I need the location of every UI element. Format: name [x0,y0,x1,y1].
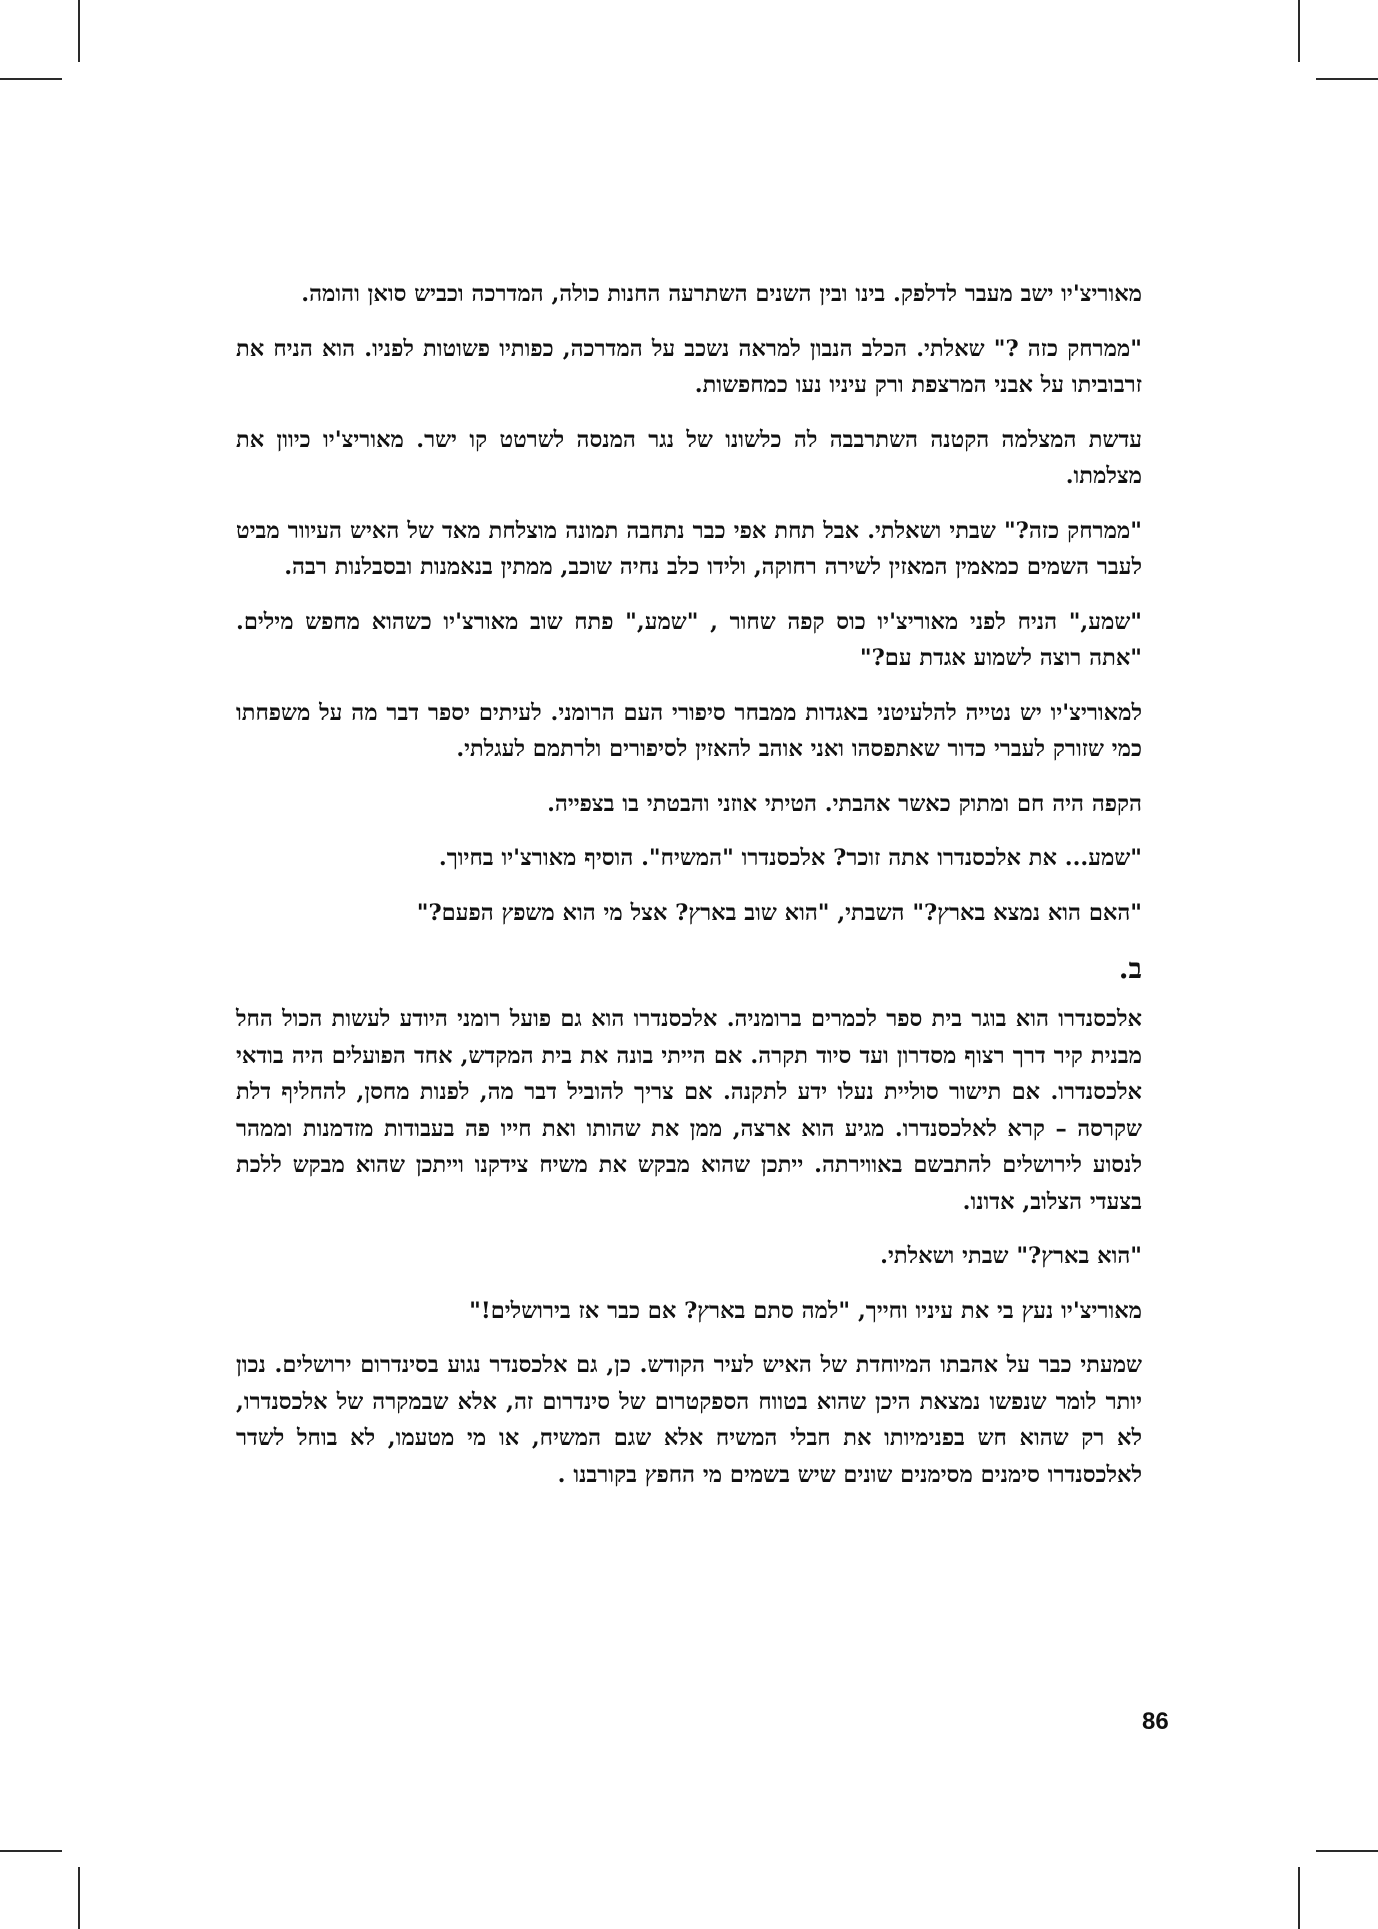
paragraph-4: "ממרחק כזה?" שבתי ושאלתי. אבל תחת אפי כבר נתחבה תמונה מוצלחת מאד של האיש העיוור מביט לעבר השמים כמאמין המאזין לשירה רחוקה, ולידו כלב נחיה שוכב, ממתין בנאמנות ובסבלנות רבה. [236,517,1142,580]
paragraph-6: למאוריצ'יו יש נטייה להלעיטני באגדות ממבחר סיפורי העם הרומני. לעיתים יספר דבר מה על משפחתו כמי שזורק לעברי כדור שאתפסהו ואני אוהב להאזין לסיפורים ולרתמם לעגלתי. [236,699,1142,762]
paragraph-11: "הוא בארץ?" שבתי ושאלתי. [880,1243,1142,1269]
paragraph-1: מאוריצ'יו ישב מעבר לדלפק. בינו ובין השנים השתרעה החנות כולה, המדרכה וכביש סואן והומה. [301,281,1142,307]
crop-mark-top-right-vertical [1298,0,1300,62]
paragraph-5: "שמע," הניח לפני מאוריצ'יו כוס קפה שחור , "שמע," פתח שוב מאורצ'יו כשהוא מחפש מילים. "אתה רוצה לשמוע אגדת עם?" [236,608,1142,671]
section-heading: ב. [1118,952,1142,985]
crop-mark-bottom-right-vertical [1298,1867,1300,1929]
page-number: 86 [1142,1708,1169,1735]
paragraph-3: עדשת המצלמה הקטנה השתרבבה לה כלשונו של נגר המנסה לשרטט קו ישר. מאוריצ'יו כיוון את מצלמתו. [236,426,1142,489]
crop-mark-bottom-right-horizontal [1316,1850,1378,1852]
paragraph-12: מאוריצ'יו נעץ בי את עיניו וחייך, "למה סתם בארץ? אם כבר אז בירושלים!" [469,1297,1142,1324]
paragraph-10: אלכסנדרו הוא בוגר בית ספר לכמרים ברומניה. אלכסנדרו הוא גם פועל רומני היודע לעשות הכול החל מבנית קיר דרך רצוף מסדרון ועד סיוד תקרה. אם הייתי בונה את בית המקדש, אחד הפועלים היה בודאי אלכסנדרו. אם תישור סוליית נעלו ידע לתקנה. אם צריך להוביל דבר מה, לפנות מחסן, להחליף דלת שקרסה – קרא לאלכסנדרו. מגיע הוא ארצה, ממן את שהותו ואת חייו פה בעבודות מזדמנות וממהר לנסוע לירושלים להתבשם באווירתה. ייתכן שהוא מבקש את משיח צידקנו וייתכן שהוא מבקש ללכת בצעדי הצלוב, אדונו. [236,1006,1142,1215]
crop-mark-bottom-left-horizontal [0,1850,62,1852]
crop-mark-bottom-left-vertical [78,1867,80,1929]
paragraph-2: "ממרחק כזה ?" שאלתי. הכלב הנבון למראה נשכב על המדרכה, כפותיו פשוטות לפניו. הוא הניח את זרבוביתו על אבני המרצפת ורק עיניו נעו כמחפשות. [236,335,1142,398]
crop-mark-top-right-horizontal [1316,78,1378,80]
body-text [236,276,1142,1511]
crop-mark-top-left-horizontal [0,78,62,80]
crop-mark-top-left-vertical [78,0,80,62]
paragraph-7: הקפה היה חם ומתוק כאשר אהבתי. הטיתי אוזני והבטתי בו בצפייה. [547,790,1142,817]
paragraph-13: שמעתי כבר על אהבתו המיוחדת של האיש לעיר הקודש. כן, גם אלכסנדר נגוע בסינדרום ירושלים. נכון יותר לומר שנפשו נמצאת היכן שהוא בטווח הספקטרום של סינדרום זה, אלא שבמקרה של אלכסנדרו, לא רק שהוא חש בפנימיותו את חבלי המשיח אלא שגם המשיח, או מי מטעמו, לא בוחל לשדר לאלכסנדרו סימנים מסימנים שונים שיש בשמים מי החפץ בקורבנו . [236,1352,1142,1488]
paragraph-9: "האם הוא נמצא בארץ?" השבתי, "הוא שוב בארץ? אצל מי הוא משפץ הפעם?" [416,899,1142,926]
paragraph-8: "שמע... את אלכסנדרו אתה זוכר? אלכסנדרו "המשיח". הוסיף מאורצ'יו בחיוך. [438,845,1142,871]
